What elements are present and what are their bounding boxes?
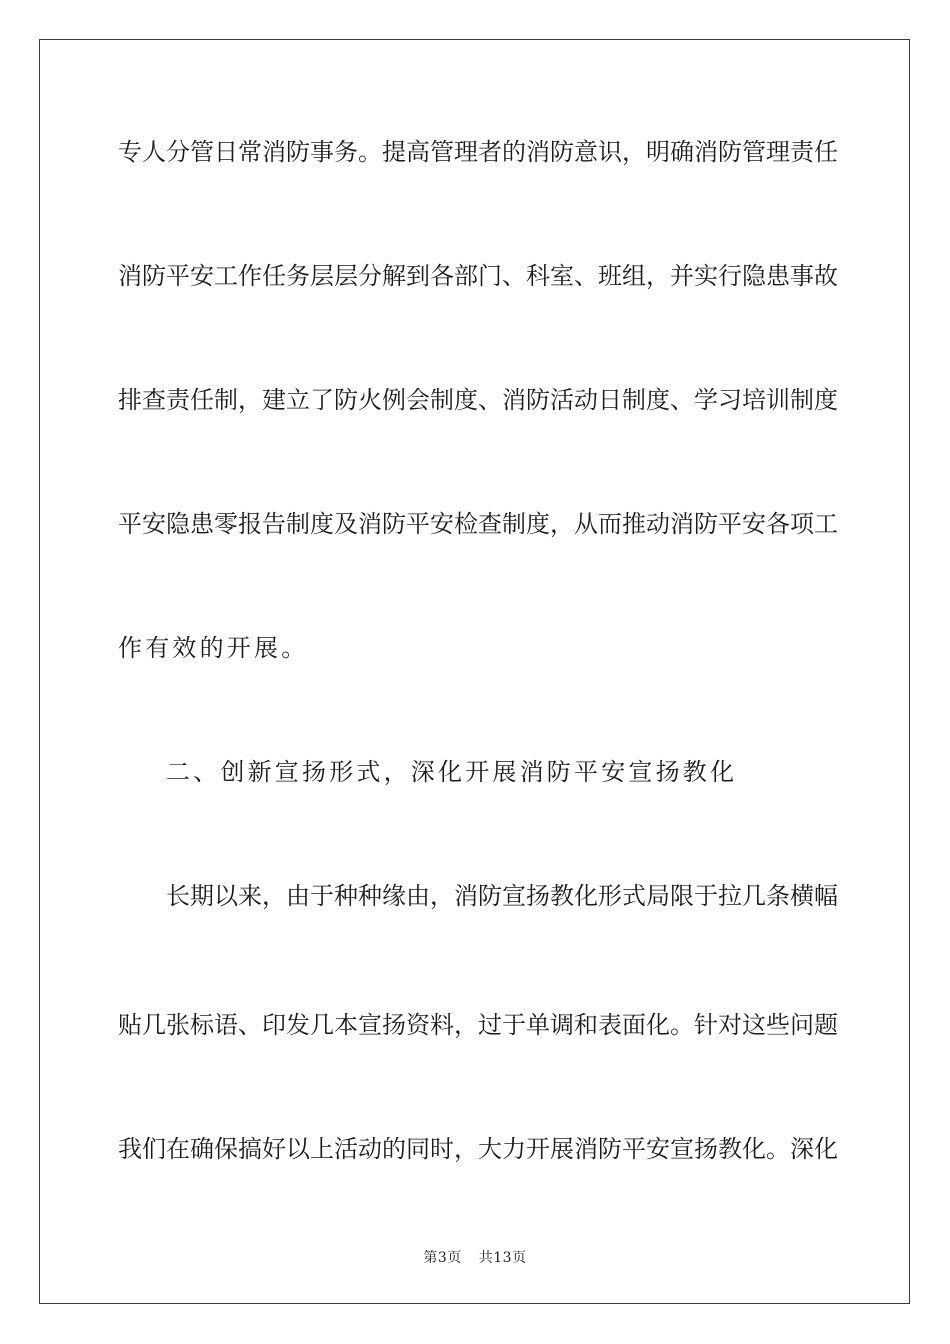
body-line-5: 作有效的开展。 bbox=[118, 634, 309, 662]
page-number: 第3页 bbox=[423, 1250, 462, 1266]
page-total: 共13页 bbox=[478, 1250, 527, 1266]
body-line-8: 贴几张标语、印发几本宣扬资料，过于单调和表面化。针对这些问题 bbox=[118, 1011, 838, 1039]
body-line-1: 专人分管日常消防事务。提高管理者的消防意识，明确消防管理责任 bbox=[118, 138, 838, 166]
page-footer bbox=[0, 1247, 950, 1267]
body-line-4: 平安隐患零报告制度及消防平安检查制度，从而推动消防平安各项工 bbox=[118, 510, 838, 538]
body-line-3: 排查责任制，建立了防火例会制度、消防活动日制度、学习培训制度 bbox=[118, 386, 838, 414]
page-border bbox=[39, 39, 910, 1304]
body-line-2: 消防平安工作任务层层分解到各部门、科室、班组，并实行隐患事故 bbox=[118, 262, 838, 290]
body-line-7: 长期以来，由于种种缘由，消防宣扬教化形式局限于拉几条横幅 bbox=[166, 882, 838, 910]
section-heading: 二、创新宣扬形式，深化开展消防平安宣扬教化 bbox=[166, 758, 738, 786]
body-line-9: 我们在确保搞好以上活动的同时，大力开展消防平安宣扬教化。深化 bbox=[118, 1135, 838, 1163]
